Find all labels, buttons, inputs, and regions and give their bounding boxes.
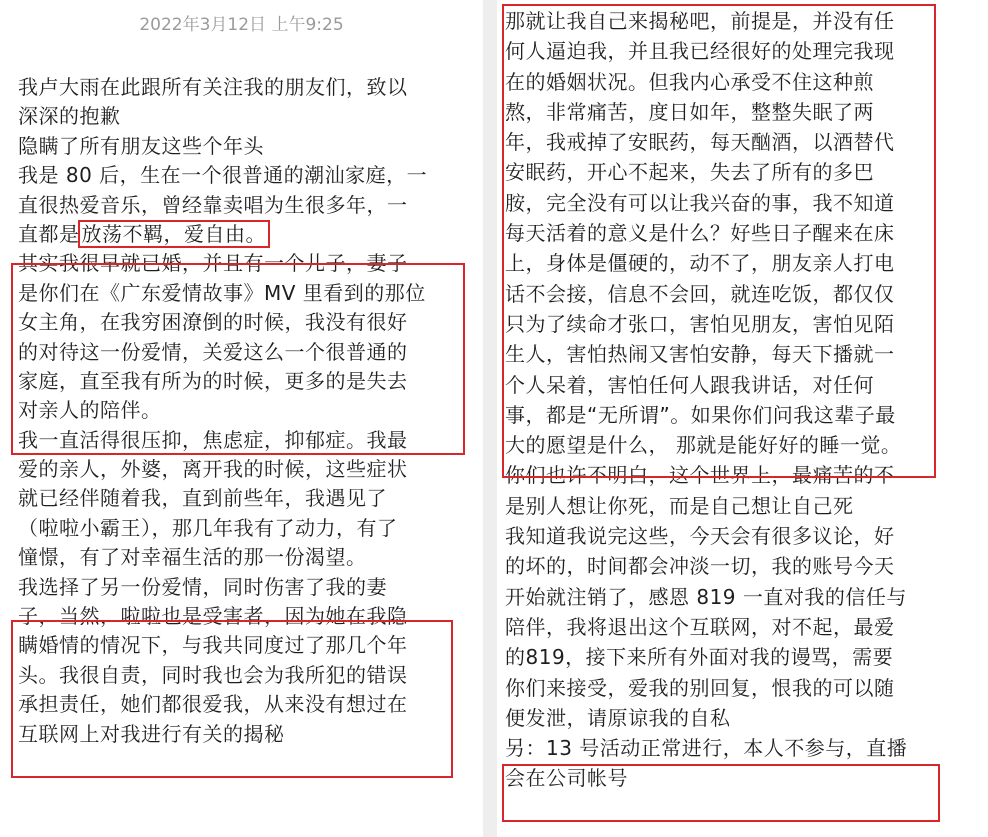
text-line: 的坏的，时间都会冲淡一切，我的账号今天 (505, 554, 895, 579)
text-line: 憧憬，有了对幸福生活的那一份渴望。 (18, 545, 367, 570)
text-line: 瞒婚情的情况下，与我共同度过了那几个年 (18, 633, 408, 658)
post-timestamp: 2022年3月12日 上午9:25 (139, 15, 344, 35)
text-line: 家庭，直至我有所为的时候，更多的是失去 (18, 368, 408, 393)
text-line: （啦啦小霸王），那几年我有了动力，有了 (18, 515, 398, 540)
text-line: 就已经伴随着我，直到前些年，我遇见了 (18, 486, 387, 511)
text-line: 胺，完全没有可以让我兴奋的事，我不知道 (505, 190, 895, 215)
text-line: 开始就注销了，感恩 819 一直对我的信任与 (505, 584, 907, 609)
text-line: 深深的抱歉 (18, 104, 121, 129)
text-line: 我选择了另一份爱情，同时伤害了我的妻 (18, 574, 387, 599)
text-line: 的对待这一份爱情，关爱这么一个很普通的 (18, 339, 408, 364)
text-line (18, 220, 473, 249)
text-line: 便发泄，请原谅我的自私 (505, 705, 731, 730)
text-line: 每天活着的意义是什么？好些日子醒来在床 (505, 221, 895, 246)
text-line: 我知道我说完这些，今天会有很多议论，好 (505, 524, 895, 549)
text-line: 安眠药，开心不起来，失去了所有的多巴 (505, 160, 874, 185)
text-line: 直很热爱音乐，曾经靠卖唱为生很多年，一 (18, 192, 408, 217)
text-fragment: 直都是 (18, 221, 80, 246)
text-line: 上，身体是僵硬的，动不了，朋友亲人打电 (505, 251, 895, 276)
text-line: 我卢大雨在此跟所有关注我的朋友们，致以 (18, 75, 408, 99)
text-line: 话不会接，信息不会回，就连吃饭，都仅仅 (505, 281, 895, 306)
text-line: 你们也许不明白，这个世界上，最痛苦的不 (505, 463, 895, 488)
text-line: 是别人想让你死，而是自己想让自己死 (505, 493, 854, 518)
text-line: 何人逼迫我，并且我已经很好的处理完我现 (505, 39, 895, 64)
text-line: 的819，接下来所有外面对我的谩骂，需要 (505, 645, 894, 670)
text-line: 其实我很早就已婚，并且有一个儿子，妻子 (18, 251, 408, 276)
left-column (18, 73, 473, 749)
text-line: 事，都是“无所谓”。如果你们问我这辈子最 (505, 402, 896, 427)
text-line: 承担责任，她们都很爱我，从来没有想过在 (18, 692, 408, 717)
text-line: 会在公司帐号 (505, 766, 628, 791)
text-line: 陪伴，我将退出这个互联网，对不起，最爱 (505, 614, 895, 639)
text-line: 熬，非常痛苦，度日如年，整整失眠了两 (505, 99, 874, 124)
right-column (505, 6, 945, 794)
text-line: 隐瞒了所有朋友这些个年头 (18, 133, 264, 158)
text-line: 子，当然，啦啦也是受害者，因为她在我隐 (18, 604, 408, 629)
text-line: 爱的亲人，外婆，离开我的时候，这些症状 (18, 457, 408, 482)
text-line: 是你们在《广东爱情故事》MV 里看到的那位 (18, 280, 426, 305)
text-line: 女主角，在我穷困潦倒的时候，我没有很好 (18, 310, 408, 335)
highlighted-phrase: 放荡不羁，爱自由。 (78, 220, 271, 248)
column-divider (483, 0, 497, 837)
text-line: 我一直活得很压抑，焦虑症，抑郁症。我最 (18, 427, 408, 452)
text-line: 另：13 号活动正常进行，本人不参与，直播 (505, 736, 908, 761)
text-line: 只为了续命才张口，害怕见朋友，害怕见陌 (505, 311, 895, 336)
text-line: 我是 80 后，生在一个很普通的潮汕家庭，一 (18, 163, 428, 188)
text-line: 生人，害怕热闹又害怕安静，每天下播就一 (505, 342, 895, 367)
text-line: 你们来接受，爱我的别回复，恨我的可以随 (505, 675, 895, 700)
text-line: 大的愿望是什么， 那就是能好好的睡一觉。 (505, 433, 902, 458)
text-line: 互联网上对我进行有关的揭秘 (18, 721, 285, 746)
text-line: 在的婚姻状况。但我内心承受不住这种煎 (505, 69, 874, 94)
text-line: 对亲人的陪伴。 (18, 398, 162, 423)
text-line: 那就让我自己来揭秘吧，前提是，并没有任 (505, 9, 895, 33)
text-line: 个人呆着，害怕任何人跟我讲话，对任何 (505, 372, 874, 397)
text-line: 年，我戒掉了安眠药，每天酗酒，以酒替代 (505, 130, 895, 155)
text-line: 头。我很自责，同时我也会为我所犯的错误 (18, 662, 408, 687)
